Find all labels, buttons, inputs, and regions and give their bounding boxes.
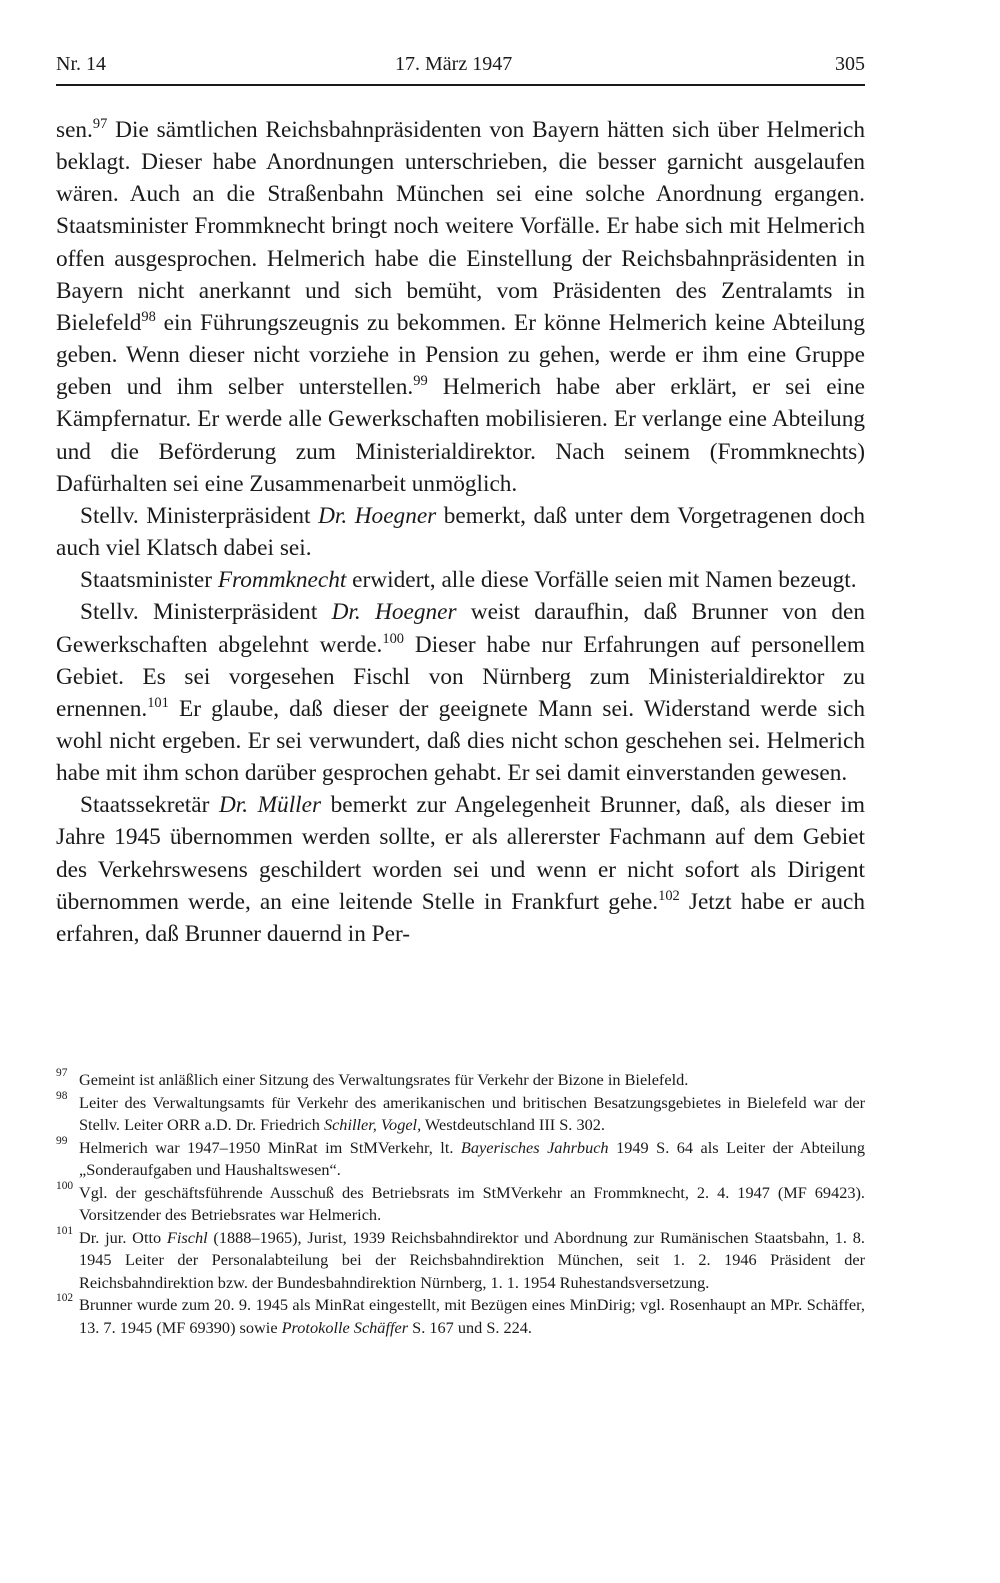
page-number: 305 xyxy=(835,53,865,75)
text-span: Helmerich habe aber erklärt, er sei eine Kämpfernatur. Er werde alle Gewerkschaften mobilisieren. Er verlange eine Abteilung und die Beförderung zum Ministerialdirektor. Nach seinem (Frommknechts) Dafürhalten sei eine Zusammenarbeit unmöglich. xyxy=(56,374,865,497)
footnote-97 xyxy=(56,1069,865,1092)
footnote-number: 100 xyxy=(56,1179,74,1192)
footnote-ref-100: 100 xyxy=(382,630,405,647)
title-dr: Dr. xyxy=(218,792,249,819)
title-dr: Dr. xyxy=(331,599,361,626)
text-span: sen. xyxy=(56,117,93,143)
paragraph-1 xyxy=(56,114,865,500)
paragraph-2 xyxy=(56,500,865,564)
text-span: Dieser habe nur Erfahrungen auf personellem Gebiet. Es sei vorgesehen Fischl von Nürnberg zum Ministerialdirektor zu ernennen. xyxy=(56,631,866,722)
text-span: Stellv. Ministerpräsident xyxy=(80,599,332,626)
header-rule xyxy=(56,84,865,86)
title-dr: Dr. xyxy=(318,502,348,529)
text-span: erwidert, alle diese Vorfälle seien mit Namen bezeugt. xyxy=(346,567,857,594)
footnote-ref-99: 99 xyxy=(413,373,428,390)
footnote-98 xyxy=(56,1089,865,1137)
footnote-text: Vgl. der geschäftsführende Ausschuß des Betriebsrats im StMVerkehr an Frommknecht, 2. 4. 1947 (MF 69423). Vorsitzender des Betriebsrates war Helmerich. xyxy=(79,1182,865,1224)
footnote-ref-102: 102 xyxy=(658,887,680,904)
footnote-number: 101 xyxy=(56,1224,74,1237)
text-span: weist daraufhin, daß Brunner von den Gewerkschaften abgelehnt werde. xyxy=(56,599,865,658)
footnote-text: Gemeint ist anläßlich einer Sitzung des Verwaltungsrates für Verkehr der Bizone in Bielefeld. xyxy=(79,1070,689,1089)
running-header xyxy=(56,52,865,76)
paragraph-5 xyxy=(56,789,865,950)
text-span: bemerkt zur Angelegenheit Brunner, daß, als dieser im Jahre 1945 übernommen werden sollte, er als allererster Fachmann auf dem Gebiet des Verkehrswesens geschildert worden sei und wenn er nicht sofort als Dirigent übernommen werde, an eine leitende Stelle in Frankfurt gehe. xyxy=(56,792,865,915)
text-span: Staatssekretär xyxy=(80,792,219,819)
footnote-text: (1888–1965), Jurist, 1939 Reichsbahndirektor und Abordnung zur Rumänischen Staatsbahn, 1. 8. 1945 Leiter der Personalabteilung bei der Reichsbahndirektion München, seit 1. 2. 1946 Präsident der Reichsbahndirektion bzw. der Bundesbahndirektion Nürnberg, 1. 1. 1954 Ruhestandsversetzung. xyxy=(79,1227,866,1292)
text-span: Stellv. Ministerpräsident xyxy=(80,502,319,529)
footnote-italic: Fischl xyxy=(166,1227,208,1247)
text-span: Die sämtlichen Reichsbahnpräsidenten von Bayern hätten sich über Helmerich beklagt. Dieser habe Anordnungen unterschrieben, die besser garnicht ausgelaufen wären. Auch an die Straßenbahn München sei eine solche Anordnung ergangen. Staatsminister Frommknecht bringt noch weitere Vorfälle. Er habe sich mit Helmerich offen ausgesprochen. Helmerich habe die Einstellung der Reichsbahnpräsidenten in Bayern nicht anerkannt und sich bemüht, vom Präsidenten des Zentralamts in Bielefeld xyxy=(56,117,865,336)
footnote-number: 97 xyxy=(56,1067,68,1079)
text-span: Staatsminister xyxy=(80,567,218,594)
footnote-99 xyxy=(56,1134,865,1182)
footnote-text: Leiter des Verwaltungsamts für Verkehr des amerikanischen und britischen Besatzungsgebietes in Bielefeld war der Stellv. Leiter ORR a.D. Dr. Friedrich xyxy=(79,1092,865,1134)
header-date: 17. März 1947 xyxy=(395,53,513,75)
footnote-100 xyxy=(56,1179,865,1227)
footnote-text: Brunner wurde zum 20. 9. 1945 als MinRat eingestellt, mit Bezügen eines MinDirig; vgl. Rosenhaupt an MPr. Schäffer, 13. 7. 1945 (MF 69390) sowie xyxy=(79,1295,865,1337)
footnote-text: 1949 S. 64 als Leiter der Abteilung „Sonderaufgaben und Haushaltswesen“. xyxy=(79,1137,865,1179)
speaker-name: Hoegner xyxy=(354,502,437,529)
speaker-name: Hoegner xyxy=(375,599,457,626)
footnote-italic: Protokolle Schäffer xyxy=(281,1317,409,1337)
speaker-name: Müller xyxy=(257,792,322,819)
paragraph-3 xyxy=(56,564,865,596)
footnote-text: Helmerich war 1947–1950 MinRat im StMVerkehr, lt. xyxy=(79,1137,461,1157)
footnote-text: Westdeutschland III S. 302. xyxy=(421,1115,605,1134)
text-span: ein Führungszeugnis zu bekommen. Er könne Helmerich keine Abteilung geben. Wenn dieser nicht vorziehe in Pension zu gehen, werde er ihm eine Gruppe geben und ihm selber unterstellen. xyxy=(56,309,865,401)
footnote-text: S. 167 und S. 224. xyxy=(408,1317,533,1337)
issue-number: Nr. 14 xyxy=(56,53,106,75)
footnote-number: 99 xyxy=(56,1134,68,1147)
footnotes xyxy=(56,1069,865,1339)
speaker-name: Frommknecht xyxy=(217,567,347,594)
footnote-101 xyxy=(56,1224,866,1295)
footnote-italic: Bayerisches Jahrbuch xyxy=(460,1137,609,1157)
text-span: Jetzt habe er auch erfahren, daß Brunner dauernd in Per- xyxy=(56,888,865,947)
text-span: Er glaube, daß dieser der geeignete Mann sei. Widerstand werde sich wohl nicht ergeben. Er sei verwundert, daß dies nicht schon geschehen sei. Helmerich habe mit ihm schon darüber gesprochen gehabt. Er sei damit einverstanden gewesen. xyxy=(56,695,865,787)
footnote-text: Dr. jur. Otto xyxy=(79,1227,167,1247)
footnote-ref-98: 98 xyxy=(141,308,156,325)
footnote-102 xyxy=(56,1294,865,1339)
footnote-number: 98 xyxy=(56,1089,68,1102)
main-text xyxy=(56,114,865,950)
footnote-italic: Schiller, Vogel, xyxy=(323,1115,422,1134)
footnote-ref-101: 101 xyxy=(147,694,169,711)
footnote-ref-97: 97 xyxy=(92,116,108,133)
text-span: bemerkt, daß unter dem Vorgetragenen doch auch viel Klatsch dabei sei. xyxy=(56,502,866,562)
footnote-number: 102 xyxy=(56,1292,74,1304)
paragraph-4 xyxy=(56,596,865,789)
